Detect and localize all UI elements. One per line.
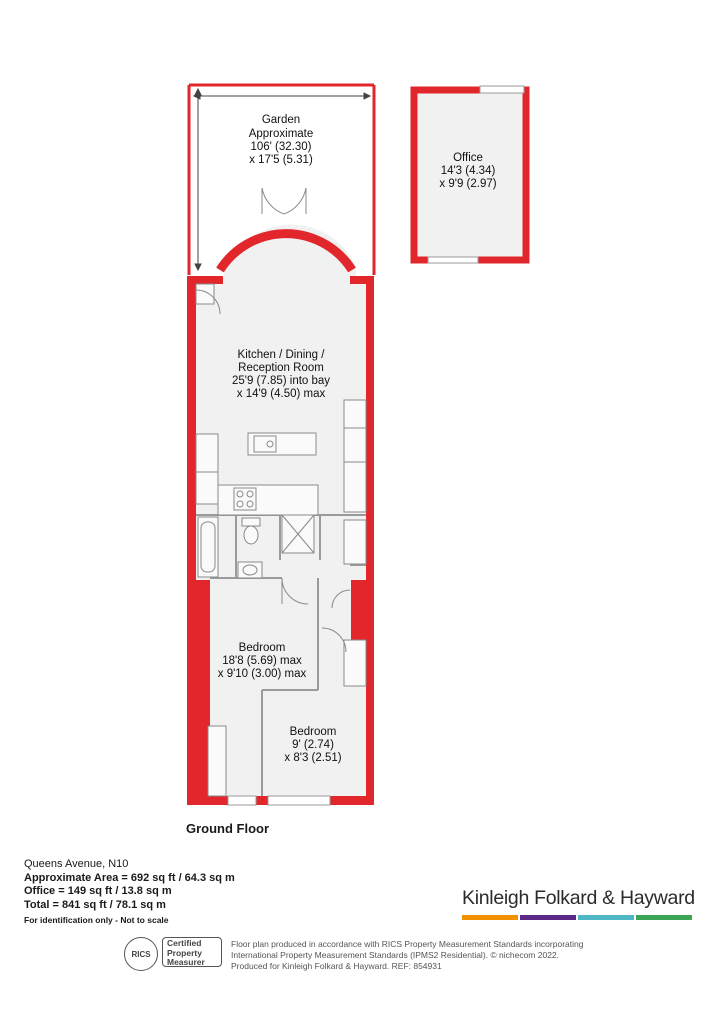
total-area: Total = 841 sq ft / 78.1 sq m [24,898,166,911]
office-dimensions: 14'3 (4.34) [440,165,496,177]
brand-name: Kinleigh Folkard & Hayward [462,887,695,909]
badge-line-2: Property [167,947,202,958]
disclaimer-line-3: Produced for Kinleigh Folkard & Hayward. REF: 854931 [231,961,442,971]
hob-icon [234,488,256,510]
kitchen-counter [218,485,318,515]
kitchen-label: Kitchen / Dining / [237,349,325,361]
disclaimer [231,939,583,972]
bedroom2-dimensions-2: x 8'3 (2.51) [284,752,342,764]
toilet-icon [242,518,260,526]
address: Queens Avenue, N10 [24,858,129,870]
office-area: Office = 149 sq ft / 13.8 sq m [24,885,172,897]
disclaimer-line-2: International Property Measurement Standards (IPMS2 Residential). © nichecom 2022. [231,950,560,960]
office-dimensions-2: x 9'9 (2.97) [439,178,497,190]
bedroom2-dimensions: 9' (2.74) [292,739,334,751]
bedroom2-label: Bedroom [289,726,337,738]
garden-label: Garden [261,114,301,126]
identification-note: For identification only - Not to scale [24,915,169,925]
office-label: Office [453,152,483,164]
disclaimer-line-1: Floor plan produced in accordance with RICS Property Measurement Standards incorporating [231,939,584,949]
rics-logo-icon: RICS [124,937,158,971]
certified-measurer-badge [162,937,222,967]
rics-badge [124,937,224,971]
kitchen-dimensions-2: x 14'9 (4.50) max [236,388,326,400]
bedroom1-label: Bedroom [238,642,286,654]
property-info [24,858,235,928]
brand-bar-green [636,915,692,920]
kitchen-label-line2: Reception Room [238,362,324,374]
brand-bar-purple [520,915,576,920]
windows [228,796,330,805]
brand-bar-teal [578,915,634,920]
badge-line-1: Certified [167,938,202,948]
garden-label-line2: Approximate [248,128,314,140]
brand-bar-orange [462,915,518,920]
bedroom1-dimensions-2: x 9'10 (3.00) max [217,668,307,680]
garden-dimensions-2: x 17'5 (5.31) [249,154,313,166]
approximate-area: Approximate Area = 692 sq ft / 64.3 sq m [24,871,235,884]
badge-line-3: Measurer [167,957,205,967]
brand-color-bars [462,915,692,920]
garden-dimensions: 106' (32.30) [250,141,312,153]
floor-label: Ground Floor [186,821,270,836]
bedroom1-dimensions: 18'8 (5.69) max [222,655,302,667]
brand-logo [462,887,695,920]
kitchen-dimensions: 25'9 (7.85) into bay [231,375,331,387]
